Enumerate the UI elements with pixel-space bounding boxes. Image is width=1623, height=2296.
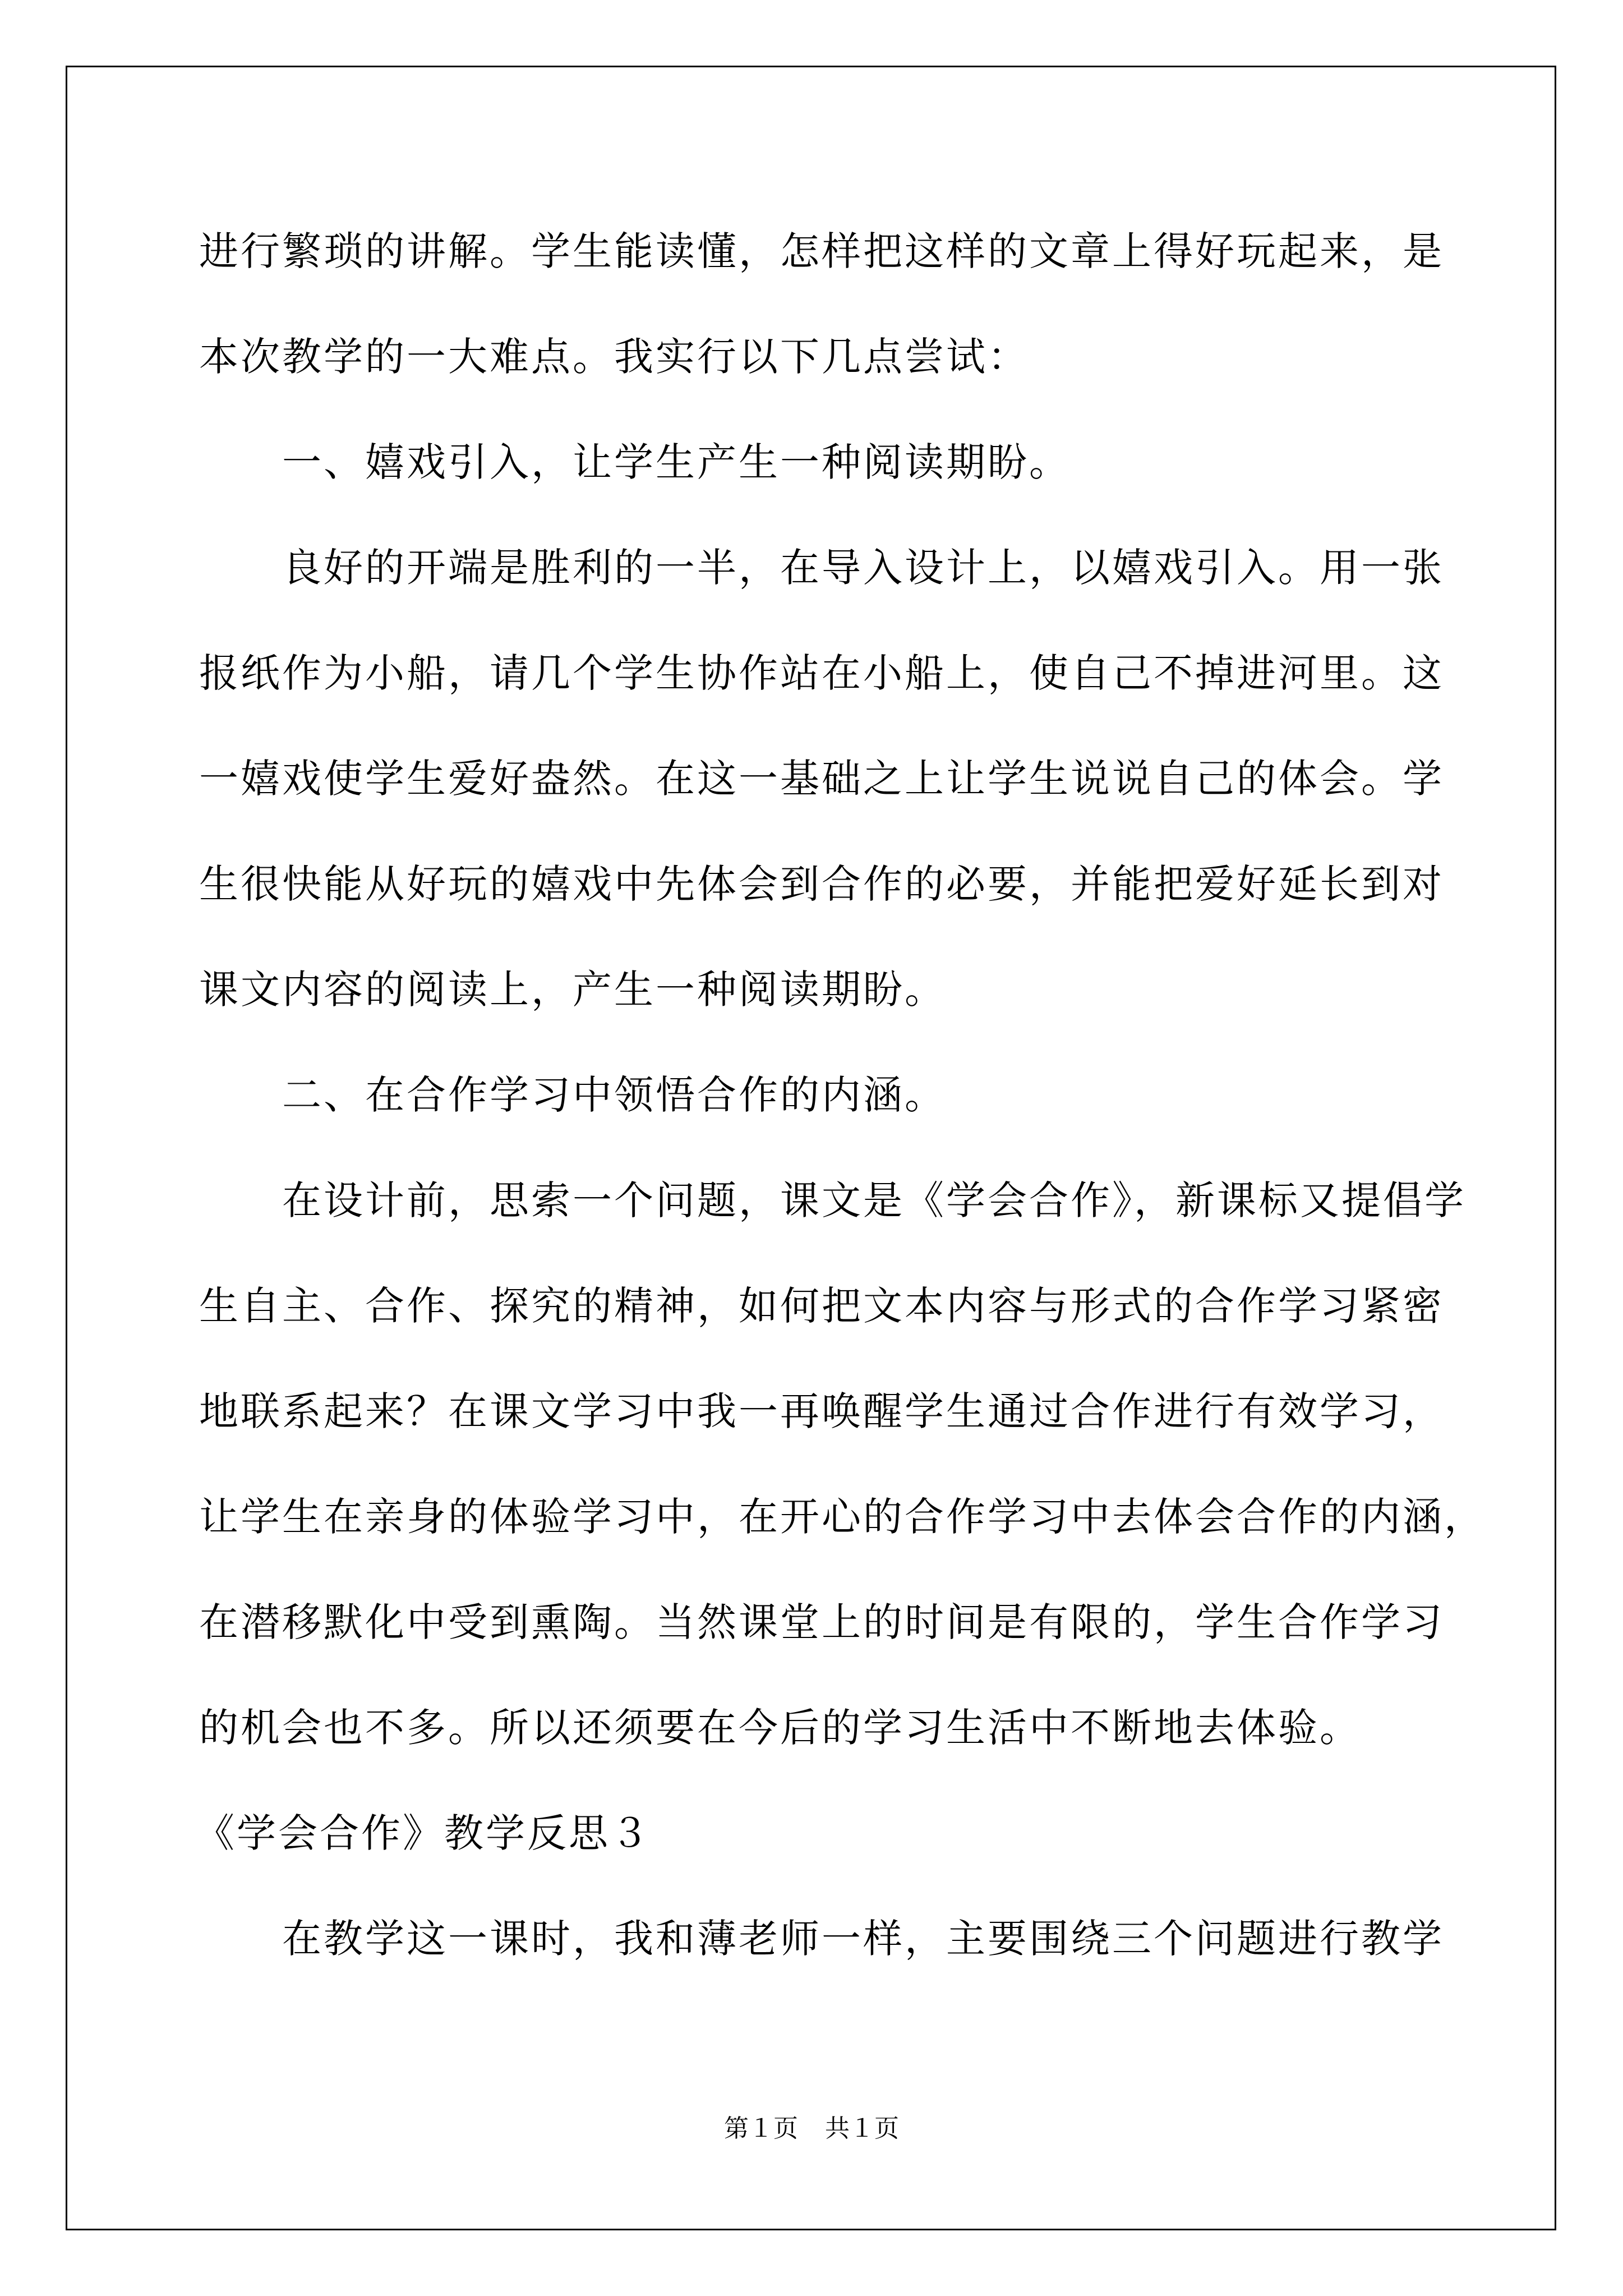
page-total: 共１页	[825, 2114, 899, 2143]
text-line-12: 地联系起来？在课文学习中我一再唤醒学生通过合作进行有效学习，	[199, 1388, 1444, 1434]
text-line-17: 在教学这一课时，我和薄老师一样，主要围绕三个问题进行教学	[282, 1916, 1444, 1962]
text-line-13: 让学生在亲身的体验学习中，在开心的合作学习中去体会合作的内涵，	[199, 1494, 1486, 1540]
section-heading-1: 一、嬉戏引入，让学生产生一种阅读期盼。	[282, 439, 1071, 485]
text-line-8: 课文内容的阅读上，产生一种阅读期盼。	[199, 967, 946, 1013]
article-title: 《学会合作》教学反思３	[195, 1810, 652, 1856]
text-line-11: 生自主、合作、探究的精神，如何把文本内容与形式的合作学习紧密	[199, 1283, 1444, 1329]
text-line-15: 的机会也不多。所以还须要在今后的学习生活中不断地去体验。	[199, 1705, 1361, 1751]
page-footer	[0, 2108, 1623, 2144]
section-heading-2: 二、在合作学习中领悟合作的内涵。	[282, 1072, 946, 1118]
page-number: 第１页	[724, 2114, 798, 2143]
text-line-1: 进行繁琐的讲解。学生能读懂，怎样把这样的文章上得好玩起来，是	[199, 228, 1444, 274]
text-line-2: 本次教学的一大难点。我实行以下几点尝试：	[199, 334, 1029, 380]
document-body	[195, 218, 1486, 2010]
text-line-5: 报纸作为小船，请几个学生协作站在小船上，使自己不掉进河里。这	[199, 650, 1444, 696]
text-line-10: 在设计前，思索一个问题，课文是《学会合作》，新课标又提倡学	[282, 1177, 1466, 1223]
text-line-4: 良好的开端是胜利的一半，在导入设计上，以嬉戏引入。用一张	[282, 545, 1444, 591]
text-line-6: 一嬉戏使学生爱好盎然。在这一基础之上让学生说说自己的体会。学	[199, 756, 1444, 802]
text-line-7: 生很快能从好玩的嬉戏中先体会到合作的必要，并能把爱好延长到对	[199, 861, 1444, 907]
text-line-14: 在潜移默化中受到熏陶。当然课堂上的时间是有限的，学生合作学习	[199, 1599, 1444, 1645]
